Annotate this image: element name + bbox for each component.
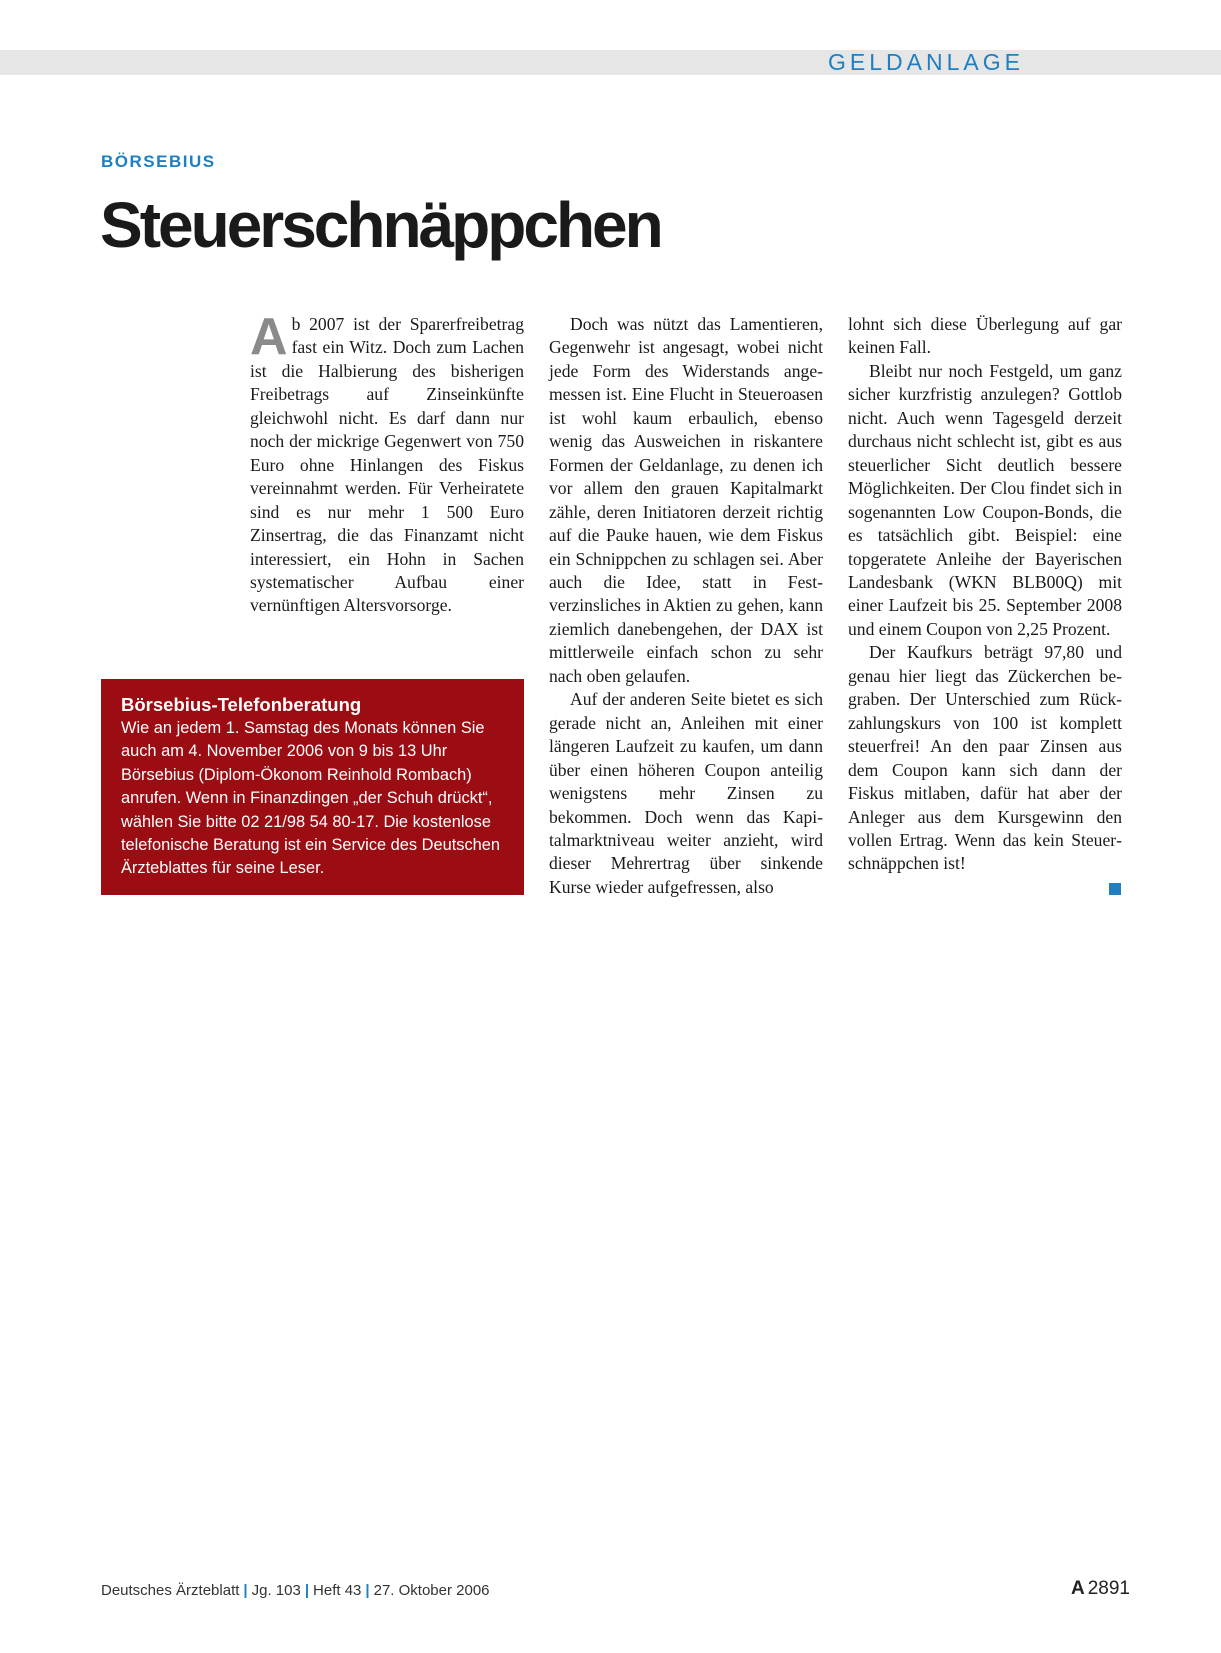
paragraph: Doch was nützt das Lamentieren, Gegenwehr ist angesagt, wobei nicht jede Form des Widerstands angemessen ist. Eine Flucht in Steueroasen ist wohl kaum erbaulich, ebenso wenig das Ausweichen in riskantere Formen der Geldanlage, zu denen ich vor allem den grauen Kapitalmarkt zähle, deren Initiatoren derzeit richtig auf die Pauke hauen, wie dem Fiskus ein Schnippchen zu schlagen sei. Aber auch die Idee, statt in Festverzinsliches in Aktien zu gehen, kann ziemlich danebengehen, der DAX ist mittlerweile einfach schon zu sehr nach oben gelaufen.	[549, 314, 823, 686]
info-box	[101, 679, 524, 895]
text-column-2	[549, 313, 823, 899]
drop-cap: A	[250, 308, 288, 366]
paragraph: Der Kaufkurs beträgt 97,80 und genau hier liegt das Zückerchen begraben. Der Unterschied zum Rückzahlungskurs von 100 ist komplett steuerfrei! An den paar Zinsen aus dem Coupon kann sich dann der Fiskus mitlaben, dafür hat aber der Anleger aus dem Kursgewinn den vollen Ertrag. Wenn das kein Steuerschnäppchen ist!	[848, 642, 1122, 874]
separator-icon: |	[365, 1582, 370, 1599]
issue-date: 27. Oktober 2006	[373, 1582, 490, 1599]
end-mark-icon	[1109, 883, 1121, 895]
info-box-title: Börsebius-Telefonberatung	[121, 694, 362, 715]
page-number	[1071, 1578, 1130, 1600]
volume: Jg. 103	[251, 1582, 301, 1599]
paragraph: Auf der anderen Seite bietet es sich gerade nicht an, Anleihen mit einer längeren Laufzeit zu kaufen, um dann über einen höheren Coupon anteilig wenigstens mehr Zinsen zu bekommen. Doch wenn das Kapitalmarktniveau weiter anzieht, wird dieser Mehrertrag über sinkende Kurse wieder aufgefressen, also	[549, 689, 823, 897]
page-prefix: A	[1071, 1578, 1085, 1599]
separator-icon: |	[243, 1582, 248, 1599]
header-bar	[0, 50, 1221, 75]
separator-icon: |	[304, 1582, 310, 1599]
page-number-value: 2891	[1087, 1578, 1131, 1599]
paragraph: lohnt sich diese Überlegung auf gar keinen Fall.	[848, 314, 1122, 358]
article-title: Steuerschnäppchen	[100, 189, 661, 261]
paragraph: b 2007 ist der Sparerfreibetrag fast ein Witz. Doch zum Lachen ist die Halbierung des bisherigen Freibetrags auf Zinseinkünfte gleichwohl nicht. Es darf dann nur noch der mickrige Gegenwert von 750 Euro ohne Hinlangen des Fiskus vereinnahmt werden. Für Verheiratete sind es nur mehr 1 500 Euro Zinsertrag, die das Finanzamt nicht interessiert, ein Hohn in Sachen systematischer Aufbau einer vernünftigen Altersvorsorge.	[250, 314, 524, 616]
text-column-3	[848, 313, 1122, 876]
paragraph: Bleibt nur noch Festgeld, um ganz sicher kurzfristig anzulegen? Gottlob nicht. Auch wenn Tagesgeld derzeit durchaus nicht schlecht ist, gibt es aus steuerlicher Sicht deutlich bessere Möglichkeiten. Der Clou findet sich in sogenannten Low Coupon-Bonds, die es tatsächlich gibt. Beispiel: eine topgeratete Anleihe der Bayerischen Landesbank (WKN BLB00Q) mit einer Laufzeit bis 25. September 2008 und einem Coupon von 2,25 Prozent.	[848, 360, 1122, 639]
text-column-1	[250, 308, 524, 618]
article-rubric: BÖRSEBIUS	[101, 152, 216, 171]
journal-name: Deutsches Ärzteblatt	[101, 1582, 240, 1599]
info-box-text: Wie an jedem 1. Samstag des Monats können Sie auch am 4. November 2006 von 9 bis 13 Uhr Börsebius (Diplom-Ökonom Reinhold Rombach) anrufen. Wenn in Finanzdingen „der Schuh drückt“, wählen Sie bitte 02 21/98 54 80-17. Die kostenlose telefonische Beratung ist ein Service des Deutschen Ärzteblattes für seine Leser.	[121, 719, 501, 878]
section-label: GELDANLAGE	[828, 49, 1024, 75]
issue: Heft 43	[313, 1582, 362, 1599]
footer-citation	[101, 1582, 490, 1599]
